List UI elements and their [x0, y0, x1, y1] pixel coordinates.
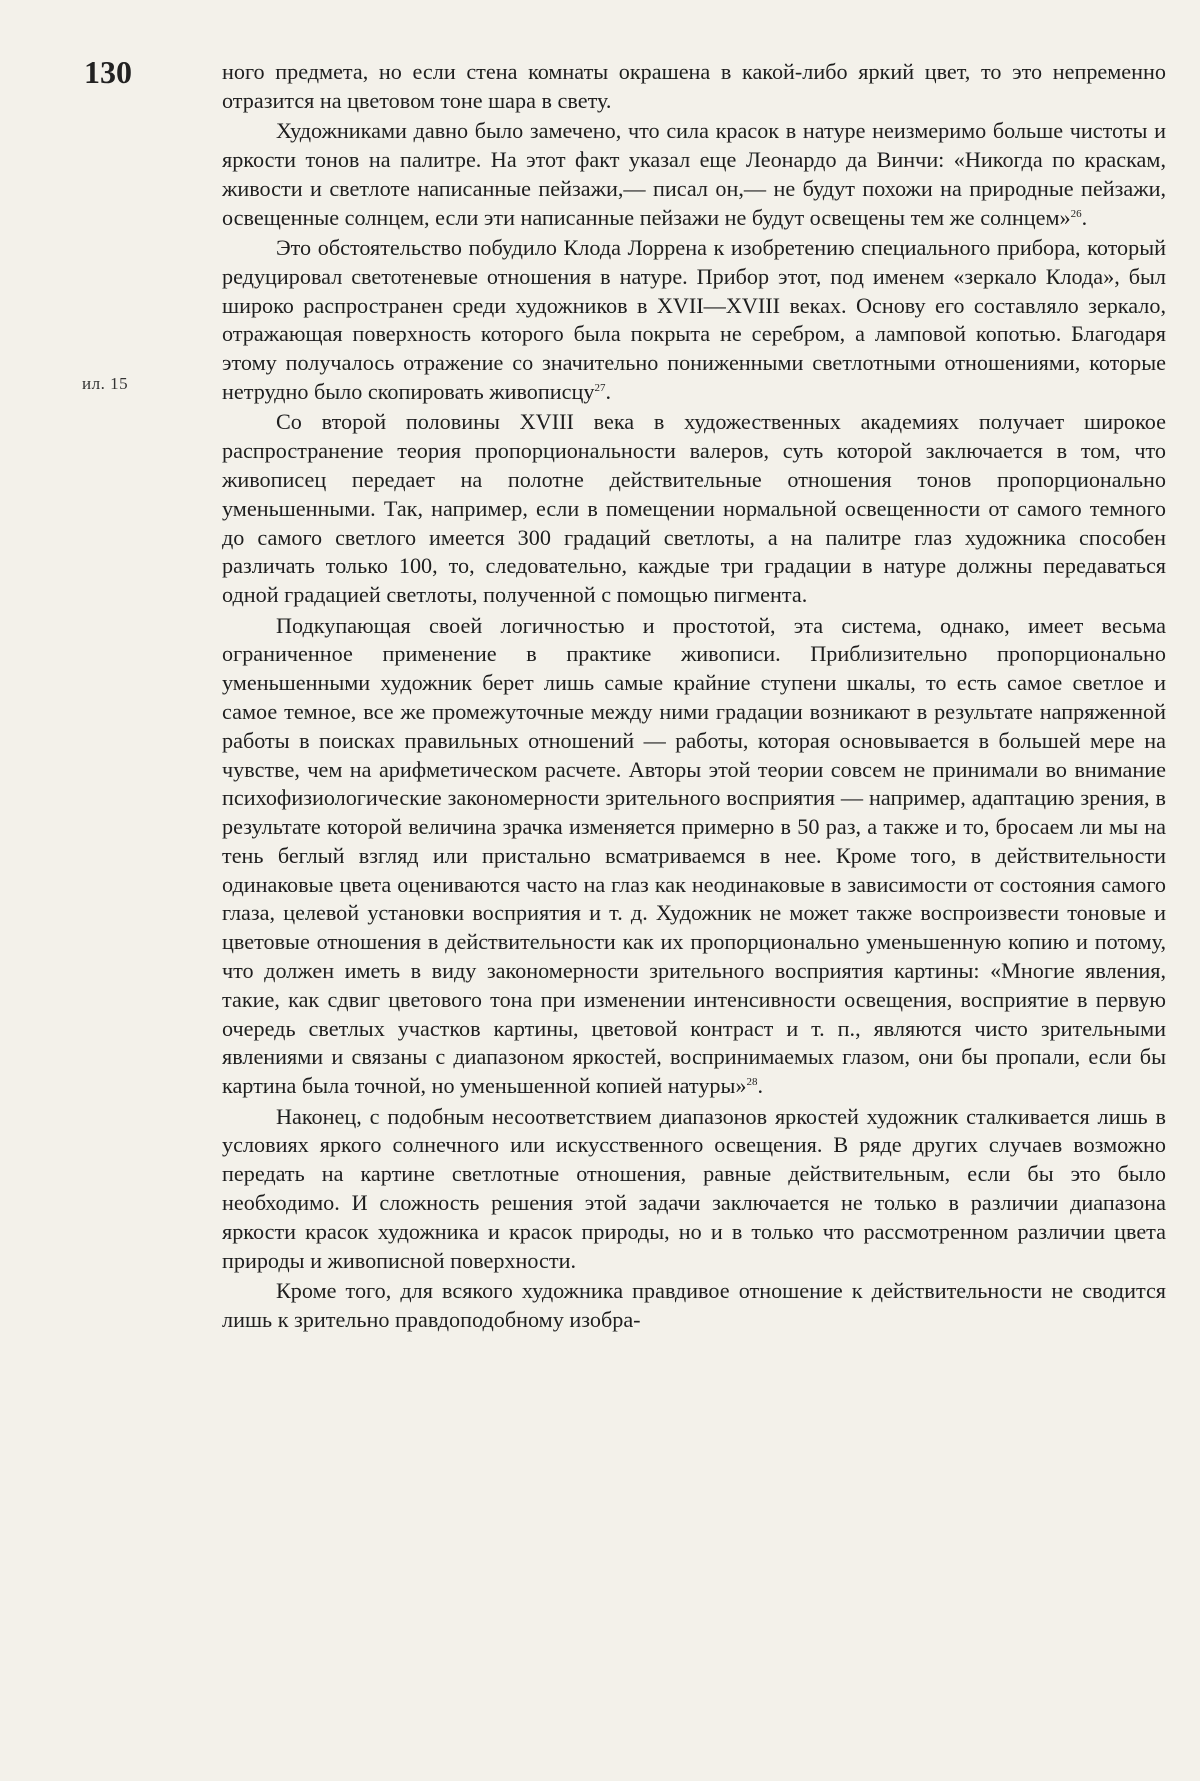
paragraph	[222, 408, 1166, 610]
paragraph	[222, 58, 1166, 116]
paragraph	[222, 1277, 1166, 1335]
paragraph-text: Кроме того, для всякого художника правдивое отношение к действительности не сводится лишь к зрительно правдоподобному изобра-	[222, 1278, 1166, 1332]
paragraph-text: Со второй половины XVIII века в художественных академиях получает широкое распространение теория пропорциональности валеров, суть которой заключается в том, что живописец передает на полотне действительные отношения тонов пропорционально уменьшенными. Так, например, если в помещении нормальной освещенности от самого темного до самого светлого имеется 300 градаций светлоты, а на палитре глаз художника способен различать только 100, то, следовательно, каждые три градации в натуре должны передаваться одной градацией светлоты, полученной с помощью пигмента.	[222, 409, 1166, 607]
paragraph-text: Это обстоятельство побудило Клода Лоррена к изобретению специального прибора, который редуцировал светотеневые отношения в натуре. Прибор этот, под именем «зеркало Клода», был широко распространен среди художников в XVII—XVIII веках. Основу его составляло зеркало, отражающая поверхность которого была покрыта не серебром, а ламповой копотью. Благодаря этому получалось отражение со значительно пониженными светлотными отношениями, которые нетрудно было скопировать живописцу	[222, 235, 1166, 404]
paragraph-tail: .	[1082, 205, 1088, 230]
paragraph-text: Наконец, с подобным несоответствием диапазонов яркостей художник сталкивается лишь в условиях яркого солнечного или искусственного освещения. В ряде других случаев возможно передать на картине светлотные отношения, равные действительным, если бы это было необходимо. И сложность решения этой задачи заключается не только в различии диапазона яркости красок художника и красок природы, но и в только что рассмотренном различии цвета природы и живописной поверхности.	[222, 1104, 1166, 1273]
footnote-marker: 27	[594, 382, 605, 394]
paragraph	[222, 1103, 1166, 1276]
body-text	[222, 58, 1166, 1336]
footnote-marker: 26	[1071, 207, 1082, 219]
paragraph	[222, 117, 1166, 232]
paragraph-text: ного предмета, но если стена комнаты окрашена в какой-либо яркий цвет, то это непременно отразится на цветовом тоне шара в свету.	[222, 59, 1166, 113]
page-number: 130	[84, 52, 132, 92]
paragraph-tail: .	[758, 1073, 764, 1098]
footnote-marker: 28	[747, 1076, 758, 1088]
paragraph	[222, 234, 1166, 407]
paragraph	[222, 612, 1166, 1102]
paragraph-tail: .	[605, 379, 611, 404]
paragraph-text: Художниками давно было замечено, что сила красок в натуре неизмеримо больше чистоты и яркости тонов на палитре. На этот факт указал еще Леонардо да Винчи: «Никогда по краскам, живости и светлоте написанные пейзажи,— писал он,— не будут похожи на природные пейзажи, освещенные солнцем, если эти написанные пейзажи не будут освещены тем же солнцем»	[222, 118, 1166, 229]
book-page	[0, 0, 1200, 1781]
paragraph-text: Подкупающая своей логичностью и простотой, эта система, однако, имеет весьма ограниченное применение в практике живописи. Приблизительно пропорционально уменьшенными художник берет лишь самые крайние ступени шкалы, то есть самое светлое и самое темное, все же промежуточные между ними градации возникают в результате напряженной работы в поисках правильных отношений — работы, которая основывается в большей мере на чувстве, чем на арифметическом расчете. Авторы этой теории совсем не принимали во внимание психофизиологические закономерности зрительного восприятия — например, адаптацию зрения, в результате которой величина зрачка изменяется примерно в 50 раз, а также и то, бросаем ли мы на тень беглый взгляд или пристально всматриваемся в нее. Кроме того, в действительности одинаковые цвета оцениваются часто на глаз как неодинаковые в зависимости от состояния самого глаза, целевой установки восприятия и т. д. Художник не может также воспроизвести тоновые и цветовые отношения в действительности как их пропорционально уменьшенную копию и потому, что должен иметь в виду закономерности зрительного восприятия картины: «Многие явления, такие, как сдвиг цветового тона при изменении интенсивности освещения, восприятие в первую очередь светлых участков картины, цветовой контраст и т. п., являются чисто зрительными явлениями и связаны с диапазоном яркостей, воспринимаемых глазом, они бы пропали, если бы картина была точной, но уменьшенной копией натуры»	[222, 613, 1166, 1099]
illustration-reference: ил. 15	[82, 372, 128, 396]
